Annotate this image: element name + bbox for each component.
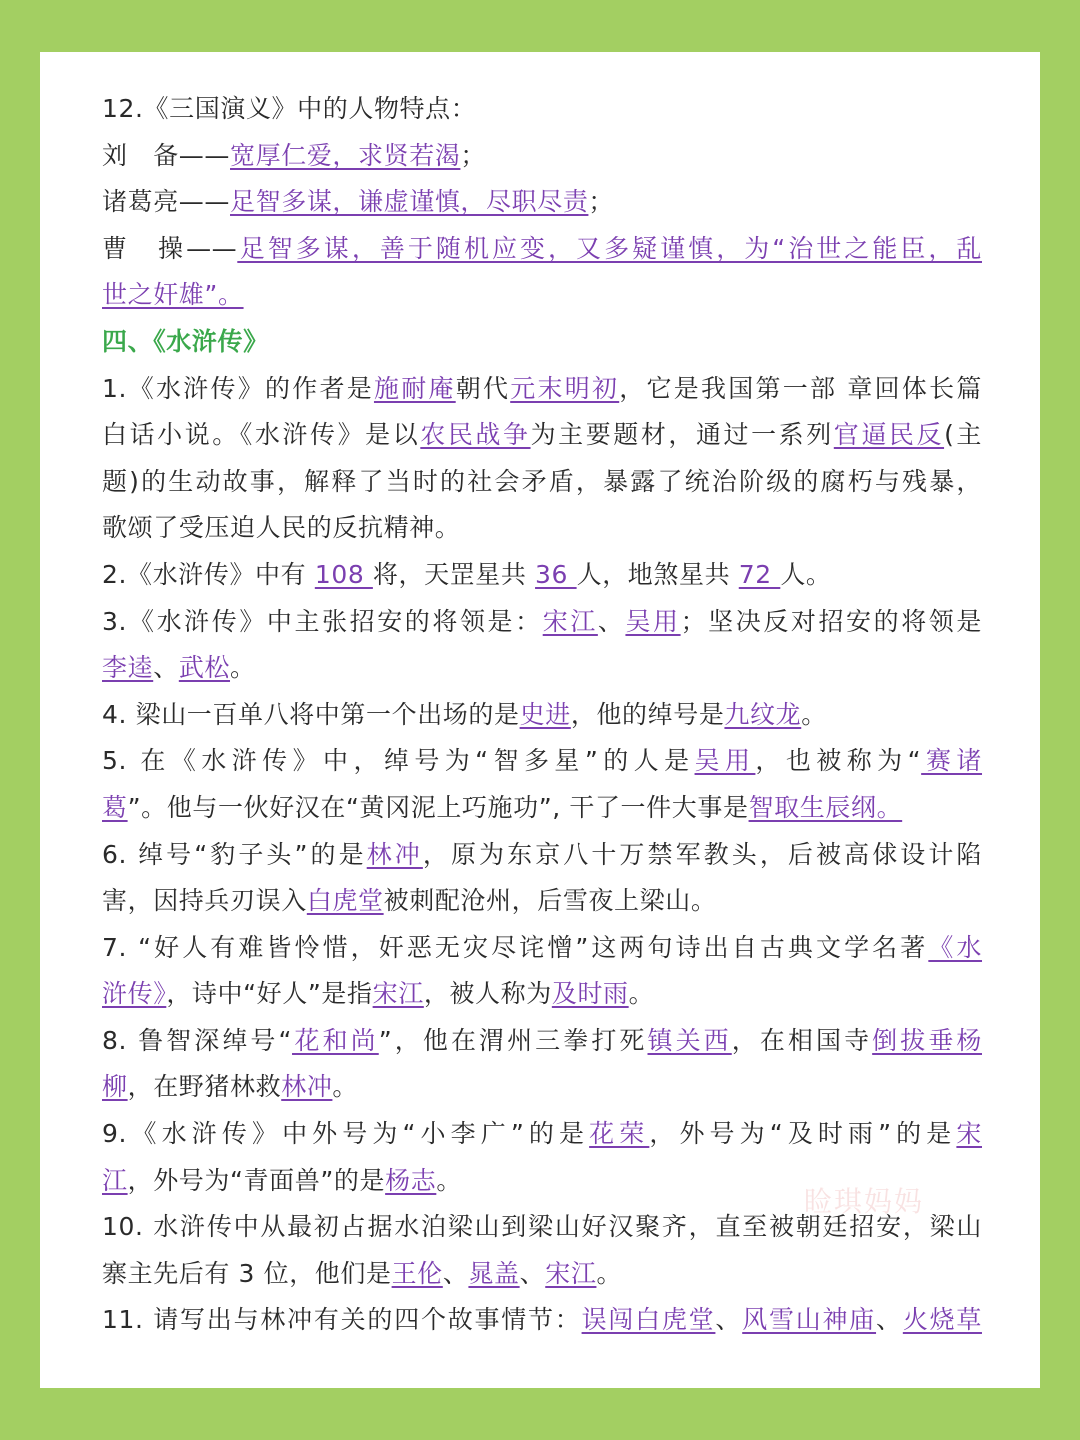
answer: 72 [738,559,781,589]
text: ”。他与一伙好汉在“黄冈泥上巧施功”, 干了一件大事是 [127,792,749,822]
text: 8. 鲁智深绰号“ [102,1025,293,1055]
text: ，也被称为“ [755,746,922,776]
item-5-line-2 [102,785,982,832]
text: 9.《水浒传》中外号为“小李广”的是 [102,1119,590,1149]
item-6-line-2 [102,878,982,925]
text: 朝代 [455,373,511,403]
item-1-line-3 [102,459,982,506]
answer: 吴用 [625,606,681,636]
answer: 吴用 [694,746,756,776]
text: 被刺配沧州，后雪夜上梁山。 [383,886,717,916]
item-9-line-1 [102,1111,982,1158]
notes-content [102,86,982,1344]
text: 5. 在《水浒传》中，绰号为“智多星”的人是 [102,746,695,776]
answer: 镇关西 [647,1025,732,1055]
answer: 晁盖 [468,1258,520,1288]
caocao-line [102,226,982,273]
text: 害，因持兵刃误入 [102,886,307,916]
text: 。 [628,979,655,1009]
answer: 花和尚 [292,1025,379,1055]
item-1-line-4 [102,505,982,552]
answer: 九纹龙 [724,699,802,729]
answer: 江 [102,1165,128,1195]
answer: 火烧草 [902,1305,982,1335]
answer: 智取生辰纲。 [748,792,903,822]
answer: 世之奸雄”。 [102,280,244,310]
text: 、 [715,1305,743,1335]
answer: 葛 [102,792,128,822]
text: 7. “好人有难皆怜惜，奸恶无灾尽诧憎”这两句诗出自古典文学名著 [102,932,929,962]
item-10-line-2 [102,1251,982,1298]
text: 刘 备—— [102,140,231,170]
text: ，被人称为 [423,979,552,1009]
text: 为主要题材，通过一系列 [530,420,834,450]
text: 曹 操—— [102,233,238,263]
item-12-heading [102,86,982,133]
text: 2.《水浒传》中有 [102,559,315,589]
answer: 浒传》 [102,979,167,1009]
text: ，外号为“青面兽”的是 [127,1165,386,1195]
text: 、 [442,1258,469,1288]
answer: 宋江 [545,1258,597,1288]
text: (主 [944,420,982,450]
text: 诸葛亮—— [102,187,231,217]
answer: 宋 [956,1119,982,1149]
text: 、 [153,653,179,683]
item-1-line-2 [102,412,982,459]
text: 歌颂了受压迫人民的反抗精神。 [102,513,461,543]
answer: 林冲 [281,1072,333,1102]
answer: 官逼民反 [833,420,945,450]
answer: 林冲 [366,839,423,869]
item-1-line-1 [102,366,982,413]
text: 。 [436,1165,462,1195]
text: 四、《水浒传》 [102,326,269,356]
text: 。 [596,1258,623,1288]
answer: 36 [535,559,577,589]
answer: 史进 [519,699,571,729]
text: ；坚决反对招安的将领是 [680,606,982,636]
answer: 农民战争 [420,420,531,450]
text: 、 [519,1258,546,1288]
section-heading-shuihu [102,319,982,366]
text: 人。 [780,559,832,589]
item-3-line-1 [102,599,982,646]
answer: 宋江 [372,979,424,1009]
answer: 王伦 [391,1258,443,1288]
text: ，在相国寺 [731,1025,873,1055]
text: ，外号为“及时雨”的是 [649,1119,957,1149]
item-6-line-1 [102,832,982,879]
text: 10. 水浒传中从最初占据水泊梁山到梁山好汉聚齐，直至被朝廷招安，梁山 [102,1212,982,1242]
answer: 柳 [102,1072,128,1102]
text: 。 [332,1072,359,1102]
watermark: 睑琪妈妈 [804,1185,925,1218]
worksheet-page [40,52,1040,1388]
text: 人，地煞星共 [576,559,739,589]
item-11-line [102,1297,982,1344]
text: ，它是我国第一部 章回体长篇 [619,373,982,403]
item-8-line-2 [102,1064,982,1111]
text: ，诗中“好人”是指 [166,979,373,1009]
answer: 武松 [178,653,231,683]
text: ，在野猪林救 [127,1072,282,1102]
answer: 宽厚仁爱，求贤若渴 [230,140,461,170]
answer: 及时雨 [551,979,629,1009]
answer: 赛诸 [921,746,983,776]
text: ； [588,187,615,217]
answer: 李逵 [102,653,154,683]
answer: 足智多谋，善于随机应变，又多疑谨慎，为“治世之能臣，乱 [237,233,982,263]
zhugeliang-line [102,179,982,226]
text: ”，他在渭州三拳打死 [378,1025,648,1055]
item-3-line-2 [102,645,982,692]
text: 12.《三国演义》中的人物特点： [102,94,477,123]
answer: 宋江 [542,606,598,636]
text: 、 [876,1305,903,1335]
answer: 足智多谋，谦虚谨慎，尽职尽责 [230,187,589,217]
answer: 风雪山神庙 [742,1305,877,1335]
item-7-line-2 [102,971,982,1018]
text: 将，天罡星共 [372,559,536,589]
item-2-line [102,552,982,599]
answer: 《水 [928,932,983,962]
text: ，原为东京八十万禁军教头，后被高俅设计陷 [422,839,982,869]
liubei-line [102,133,982,180]
item-8-line-1 [102,1018,982,1065]
answer: 元末明初 [510,373,620,403]
text: 题)的生动故事，解释了当时的社会矛盾，暴露了统治阶级的腐朽与残暴， [102,466,982,496]
text: 4. 梁山一百单八将中第一个出场的是 [102,699,520,729]
caocao-line-cont [102,272,982,319]
text: ； [460,140,487,170]
text: 。 [230,653,256,683]
answer: 白虎堂 [306,886,384,916]
text: 11. 请写出与林冲有关的四个故事情节： [102,1305,582,1335]
text: ，他的绰号是 [570,699,725,729]
answer: 倒拔垂杨 [872,1025,982,1055]
answer: 施耐庵 [373,373,456,403]
text: 。 [801,699,827,729]
item-7-line-1 [102,925,982,972]
text: 、 [597,606,626,636]
answer: 108 [314,559,373,589]
answer: 杨志 [385,1165,437,1195]
answer: 误闯白虎堂 [581,1305,716,1335]
text: 1.《水浒传》的作者是 [102,373,374,403]
text: 白话小说。《水浒传》是以 [102,420,421,450]
item-4-line [102,692,982,739]
text: 寨主先后有 3 位，他们是 [102,1258,392,1288]
answer: 花荣 [589,1119,650,1149]
item-5-line-1 [102,738,982,785]
text: 3.《水浒传》中主张招安的将领是： [102,606,543,636]
text: 6. 绰号“豹子头”的是 [102,839,367,869]
